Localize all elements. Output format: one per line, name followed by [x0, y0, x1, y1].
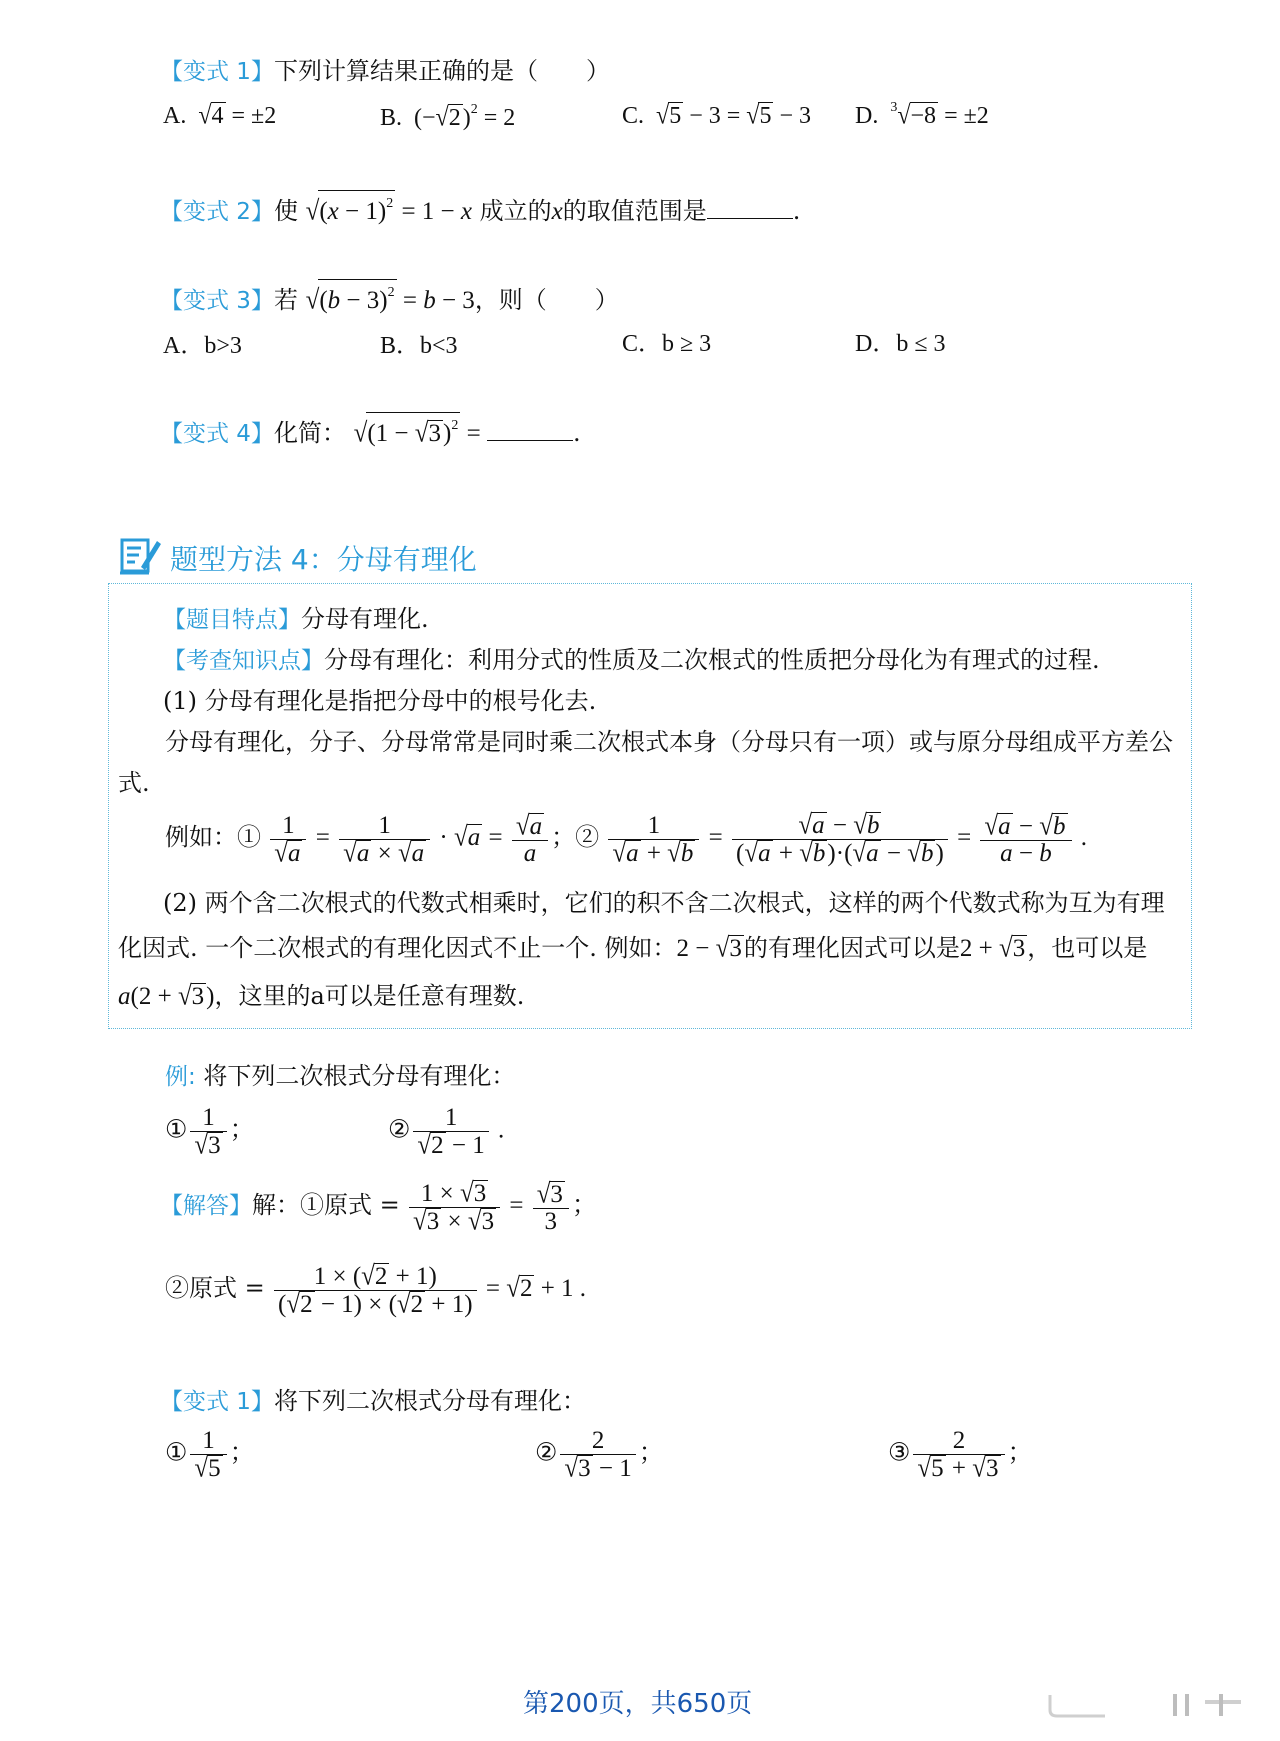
option-d: D. $^3$√−8 = ±2 [855, 100, 989, 131]
answer-blank [707, 196, 793, 219]
paragraph-1: (1) 分母有理化是指把分母中的根号化去. [163, 687, 597, 715]
question-tag: 【变式 3】 [160, 288, 274, 314]
section-title: 题型方法 4：分母有理化 [170, 543, 477, 576]
item-number: ② [535, 1439, 558, 1467]
example-heading [165, 1060, 515, 1093]
variable: x [551, 198, 563, 225]
option-a: A. √4 = ±2 [163, 101, 277, 131]
option-a: A．b>3 [163, 333, 242, 359]
paragraph-2b: 式. [118, 769, 150, 797]
question-tag: 【变式 2】 [160, 199, 274, 225]
paragraph-text: ，这里的a可以是任意有理数. [214, 982, 525, 1010]
question-3: 【变式 3】若 $√(b - 3)^2 = b - 3$，则（ ） [160, 279, 619, 317]
example-item-1: ① $\frac{1}{√3}$ ； [165, 1104, 255, 1161]
question-2: 【变式 2】使 $√(x - 1)^2 = 1 - x$ 成立的x的取值范围是 . [160, 190, 800, 228]
practice-heading [160, 1385, 586, 1418]
example-tag: 例: [165, 1064, 196, 1090]
option-label: D. [855, 103, 879, 129]
example-text: 将下列二次根式分母有理化： [203, 1062, 516, 1090]
question-text: 若 [273, 286, 298, 314]
item-number: ② [388, 1116, 411, 1144]
option-d: D．b ≤ 3 [855, 331, 946, 357]
paragraph-3c: a(2 + √3)，这里的a可以是任意有理数. [118, 981, 525, 1012]
paragraph-text: 化因式. 一个二次根式的有理化因式不止一个. 例如： [118, 934, 677, 962]
option-b: B. $(-√2)^2 = 2$ [380, 102, 516, 133]
pencil-notebook-icon [119, 535, 163, 579]
page-number: 第200页，共650页 [523, 1689, 753, 1719]
period: . [792, 197, 801, 225]
paragraph-3b: 化因式. 一个二次根式的有理化因式不止一个. 例如：2 − √3的有理化因式可以是2 + √3，也可以是 [118, 933, 1148, 964]
option-c: C. √5 − 3 = √5 − 3 [622, 101, 811, 131]
paragraph-3a: (2) 两个含二次根式的代数式相乘时，它们的积不含二次根式，这样的两个代数式称为互为有理 [163, 889, 1165, 917]
example-label: 例如：① [165, 823, 261, 852]
question-tag: 【变式 1】 [160, 1389, 274, 1415]
example-item-2: ② $\frac{1}{√2 - 1}$ . [388, 1104, 505, 1161]
question-1 [160, 55, 610, 88]
question-4: 【变式 4】化简： $√(1 - √3)^2$ = . [160, 412, 581, 450]
item-number: ① [165, 1439, 188, 1467]
paragraph-text: ，也可以是 [1027, 934, 1148, 962]
period: . [572, 419, 581, 447]
question-text: 化简： [273, 419, 346, 447]
practice-item-3: ③ $\frac{2}{√5 + √3}$ ； [888, 1427, 1033, 1484]
question-text: ，则（ ） [474, 286, 619, 314]
item-number: ③ [888, 1439, 911, 1467]
option-c: C．b ≥ 3 [622, 331, 712, 357]
item-number: ① [165, 1116, 188, 1144]
answer-tag: 【解答】 [160, 1193, 252, 1220]
practice-item-1: ① $\frac{1}{√5}$ ； [165, 1427, 255, 1484]
example-formulas: 例如：① $\frac{1}{√a}$ = $\frac{1}{√a \times √a}$ · √a = $\frac{√a}{a}$ ；② $\frac{1}{√a + √b}$ = $\frac{√a - √b}{(√a + √b)\cdot(√a - √b)}$ = $\frac{√a - √b}{a - b}$ . [165, 810, 1087, 869]
knowledge-point-text: 分母有理化：利用分式的性质及二次根式的性质把分母化为有理式的过程. [324, 646, 1100, 674]
question-text: 的取值范围是 [562, 197, 707, 225]
answer-line-2: ②原式 = $\frac{1 \times (√2 + 1)}{(√2 - 1) \times (√2 + 1)}$ = √2 + 1 . [165, 1261, 587, 1320]
question-text: 将下列二次根式分母有理化： [273, 1387, 586, 1415]
feature-tag: 【题目特点】 [163, 607, 301, 633]
example-label: ；② [551, 823, 600, 852]
feature-line [163, 603, 429, 636]
answer-text: 解：①原式 = [252, 1191, 400, 1220]
option-label: B. [380, 105, 403, 131]
answer-text: ②原式 = [165, 1274, 265, 1303]
knowledge-point-line [163, 644, 1100, 677]
knowledge-point-tag: 【考查知识点】 [163, 648, 324, 674]
option-b: B．b<3 [380, 333, 458, 359]
paragraph-2a: 分母有理化，分子、分母常常是同时乘二次根式本身（分母只有一项）或与原分母组成平方差公 [165, 728, 1173, 756]
page-edge-decoration [1045, 1690, 1245, 1720]
question-text: 使 [273, 197, 298, 225]
question-tag: 【变式 1】 [160, 59, 274, 85]
answer-blank [487, 418, 573, 441]
question-stem: 下列计算结果正确的是（ ） [273, 57, 610, 85]
answer-line-1: 【解答】解：①原式 = $\frac{1 \times √3}{√3 \times √3}$ = $\frac{√3}{3}$ ； [160, 1178, 597, 1237]
paragraph-text: 的有理化因式可以是 [743, 934, 960, 962]
question-text: 成立的 [479, 197, 552, 225]
feature-text: 分母有理化. [301, 605, 429, 633]
question-tag: 【变式 4】 [160, 421, 274, 447]
option-label: A. [163, 103, 187, 129]
practice-item-2: ② $\frac{2}{√3 - 1}$ ； [535, 1427, 664, 1484]
option-label: C. [622, 103, 645, 129]
